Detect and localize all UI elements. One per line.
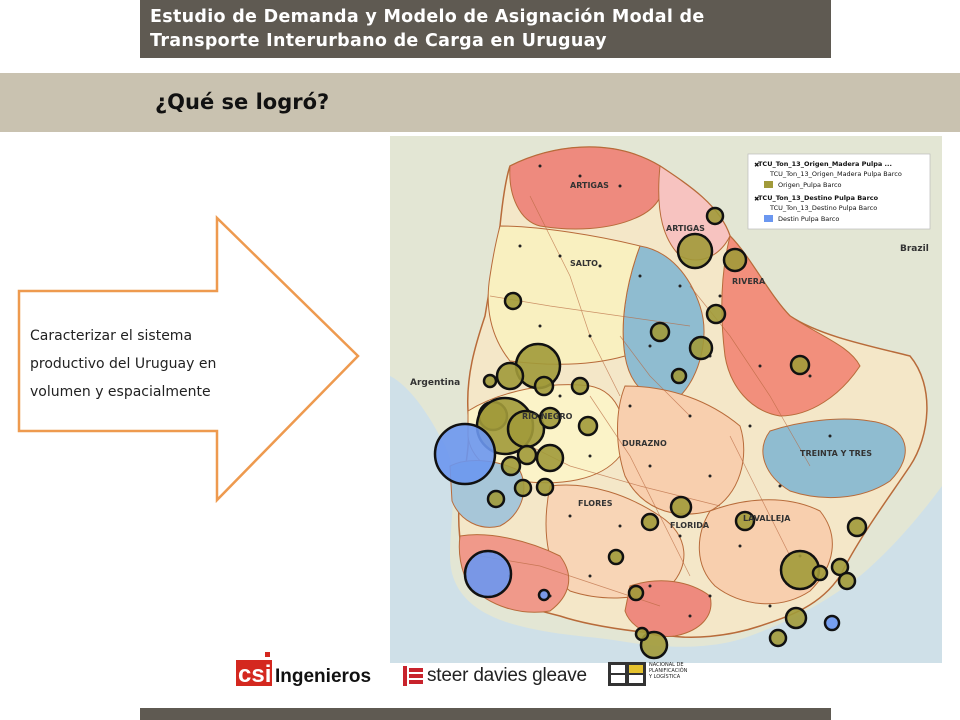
legend-checkbox-1: ✖ bbox=[754, 161, 760, 169]
map-label-treinta-y-tres: TREINTA Y TRES bbox=[800, 449, 872, 458]
arrow-text bbox=[30, 322, 250, 406]
title-line-1: Estudio de Demanda y Modelo de Asignación Modal de bbox=[150, 7, 705, 27]
legend-checkbox-2: ✖ bbox=[754, 195, 760, 203]
map-label-salto: SALTO bbox=[570, 259, 598, 268]
subtitle-band bbox=[0, 73, 960, 132]
map-label-rivera: RIVERA bbox=[732, 277, 766, 286]
mtop-line-3: Y LOGÍSTICA bbox=[649, 674, 681, 680]
map-svg bbox=[390, 136, 942, 663]
arrow-text-line-1: Caracterizar el sistema bbox=[30, 328, 193, 344]
map-legend bbox=[748, 154, 930, 229]
title-box bbox=[140, 0, 831, 58]
map-label-artigas: ARTIGAS bbox=[570, 181, 609, 190]
uruguay-map bbox=[390, 136, 942, 663]
slide-subtitle: ¿Qué se logró? bbox=[155, 90, 330, 114]
legend-destination-label: Destin Pulpa Barco bbox=[778, 215, 840, 223]
mtop-line-2: PLANIFICACIÓN bbox=[649, 668, 688, 674]
map-label-durazno: DURAZNO bbox=[622, 439, 667, 448]
map-label-argentina: Argentina bbox=[410, 378, 461, 388]
title-line-2: Transporte Interurbano de Carga en Uruguay bbox=[150, 31, 607, 51]
legend-group2-title: TCU_Ton_13_Destino Pulpa Barco bbox=[758, 194, 879, 202]
bottom-bar bbox=[140, 708, 831, 720]
map-label-rio-negro: RIO NEGRO bbox=[522, 412, 573, 421]
legend-group1-sub: TCU_Ton_13_Origen_Madera Pulpa Barco bbox=[770, 170, 902, 178]
legend-origin-label: Origen_Pulpa Barco bbox=[778, 181, 842, 189]
svg-text:csi: csi bbox=[238, 661, 272, 688]
arrow-text-line-2: productivo del Uruguay en bbox=[30, 356, 217, 372]
legend-origin-swatch bbox=[764, 181, 773, 188]
map-label-florida: FLORIDA bbox=[670, 521, 710, 530]
csi-logo-mark bbox=[236, 652, 276, 688]
legend-destination-swatch bbox=[764, 215, 773, 222]
map-label-flores: FLORES bbox=[578, 499, 613, 508]
map-label-brazil: Brazil bbox=[900, 244, 929, 254]
mtop-logo-mark bbox=[608, 662, 646, 686]
map-label-artigas-city: ARTIGAS bbox=[666, 224, 705, 233]
csi-logo-text: Ingenieros bbox=[275, 666, 372, 687]
arrow-text-line-3: volumen y espacialmente bbox=[30, 384, 211, 400]
steer-logo-mark bbox=[402, 665, 424, 687]
steer-logo-text: steer davies gleave bbox=[427, 665, 587, 686]
map-label-lavalleja: LAVALLEJA bbox=[743, 514, 791, 523]
legend-group1-title: TCU_Ton_13_Origen_Madera Pulpa ... bbox=[758, 160, 892, 168]
mtop-logo-text bbox=[649, 662, 699, 680]
legend-group2-sub: TCU_Ton_13_Destino Pulpa Barco bbox=[770, 204, 878, 212]
mtop-line-1: NACIONAL DE bbox=[649, 662, 684, 668]
